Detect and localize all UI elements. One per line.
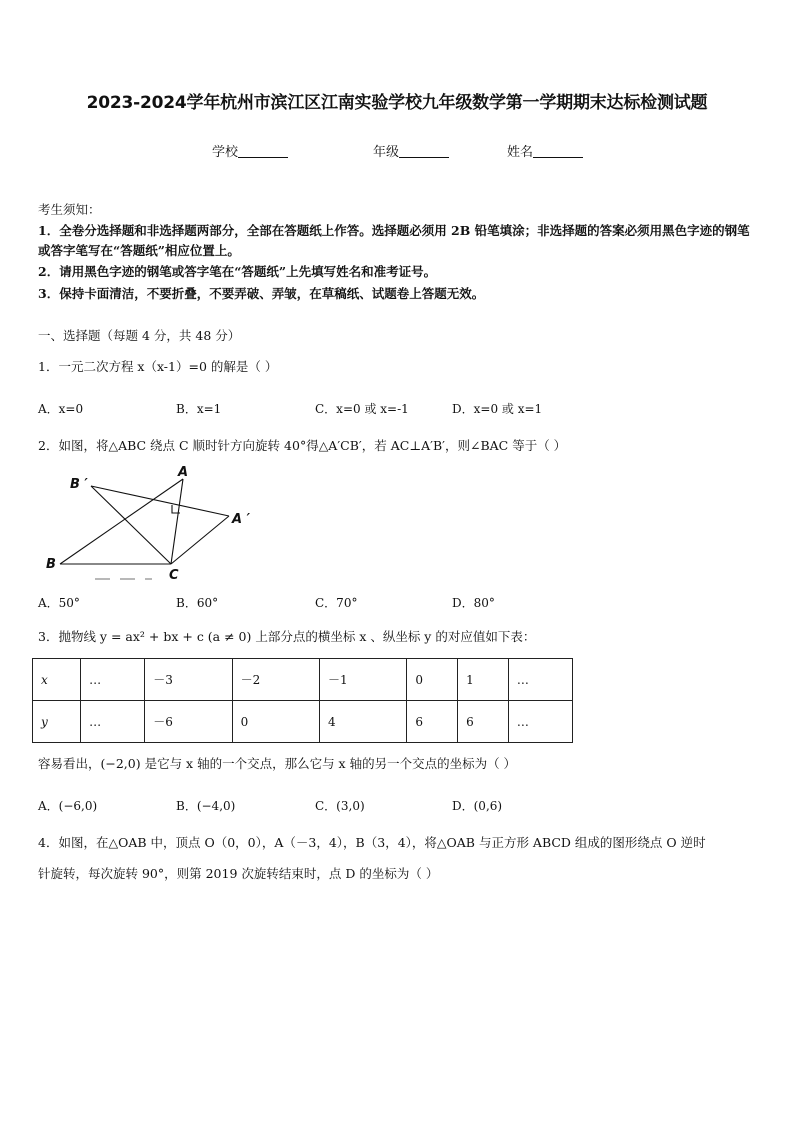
table-cell: … bbox=[81, 701, 145, 743]
page-title: 2023-2024学年杭州市滨江区江南实验学校九年级数学第一学期期末达标检测试题 bbox=[86, 93, 708, 113]
name-field bbox=[507, 141, 583, 160]
notice-item-1: 1．全卷分选择题和非选择题两部分，全部在答题纸上作答。选择题必须用 2B 铅笔填涂；非选择题的答案必须用黑色字迹的钢笔或答字笔写在“答题纸”相应位置上。 bbox=[38, 223, 750, 258]
segment-C-Ap bbox=[171, 516, 229, 564]
label-B-prime: B ′ bbox=[70, 477, 88, 492]
name-label: 姓名 bbox=[507, 145, 534, 160]
table-cell: y bbox=[33, 701, 81, 743]
section-heading: 一、选择题（每题 4 分，共 48 分） bbox=[38, 328, 241, 343]
segment-Bp-C bbox=[91, 486, 171, 564]
table-cell: 0 bbox=[232, 701, 319, 743]
label-A: A bbox=[178, 465, 189, 480]
q2-stem: 2．如图，将△ABC 绕点 C 顺时针方向旋转 40°得△A′CB′，若 AC⊥A′B′，则∠BAC 等于（ ） bbox=[38, 438, 567, 453]
q3-option-c: C．(3,0) bbox=[315, 799, 365, 813]
grade-field bbox=[373, 141, 449, 160]
q1-stem: 1．一元二次方程 x（x-1）=0 的解是（ ） bbox=[38, 359, 278, 374]
name-blank bbox=[533, 145, 583, 158]
label-C: C bbox=[169, 568, 179, 583]
school-label: 学校 bbox=[212, 145, 239, 160]
q1-option-b: B．x=1 bbox=[176, 402, 222, 416]
table-cell: 0 bbox=[407, 659, 458, 701]
q4-stem-line1: 4．如图，在△OAB 中，顶点 O（0，0），A（－3，4），B（3，4），将△OAB 与正方形 ABCD 组成的图形绕点 O 逆时 bbox=[38, 835, 706, 850]
table-cell: 1 bbox=[458, 659, 509, 701]
table-cell: －6 bbox=[145, 701, 232, 743]
label-A-prime: A ′ bbox=[232, 512, 251, 527]
q4-stem-line2: 针旋转，每次旋转 90°，则第 2019 次旋转结束时，点 D 的坐标为（ ） bbox=[38, 866, 439, 881]
school-field bbox=[212, 141, 288, 160]
table-cell: … bbox=[508, 659, 572, 701]
q3-option-a: A．(−6,0) bbox=[38, 799, 98, 813]
table-cell: －3 bbox=[145, 659, 232, 701]
q2-option-d: D．80° bbox=[452, 596, 495, 610]
q2-option-b: B．60° bbox=[176, 596, 219, 610]
notice-item-2: 2．请用黑色字迹的钢笔或答字笔在“答题纸”上先填写姓名和准考证号。 bbox=[38, 264, 437, 279]
table-row-x bbox=[33, 659, 573, 701]
school-blank bbox=[238, 145, 288, 158]
table-cell: x bbox=[33, 659, 81, 701]
notice-heading: 考生须知： bbox=[38, 202, 101, 217]
q3-stem: 3．抛物线 y = ax² + bx + c (a ≠ 0) 上部分点的横坐标 x 、纵坐标 y 的对应值如下表： bbox=[38, 629, 536, 644]
table-row-y bbox=[33, 701, 573, 743]
label-B: B bbox=[46, 557, 56, 572]
q1-option-d: D．x=0 或 x=1 bbox=[452, 402, 543, 416]
table-cell: … bbox=[81, 659, 145, 701]
q3-value-table bbox=[32, 658, 573, 743]
grade-blank bbox=[399, 145, 449, 158]
q3-option-b: B．(−4,0) bbox=[176, 799, 236, 813]
table-cell: －1 bbox=[319, 659, 406, 701]
q3-followup: 容易看出，(−2,0) 是它与 x 轴的一个交点，那么它与 x 轴的另一个交点的坐标为（ ） bbox=[38, 756, 517, 771]
table-cell: 6 bbox=[458, 701, 509, 743]
q2-option-c: C．70° bbox=[315, 596, 358, 610]
q2-figure bbox=[40, 462, 260, 587]
table-cell: … bbox=[508, 701, 572, 743]
table-cell: －2 bbox=[232, 659, 319, 701]
table-cell: 4 bbox=[319, 701, 406, 743]
q1-option-a: A．x=0 bbox=[38, 402, 84, 416]
q2-option-a: A．50° bbox=[38, 596, 80, 610]
notice-item-3: 3．保持卡面清洁，不要折叠，不要弄破、弄皱，在草稿纸、试题卷上答题无效。 bbox=[38, 286, 485, 301]
table-cell: 6 bbox=[407, 701, 458, 743]
segment-A-C bbox=[171, 479, 183, 564]
segment-Bp-Ap bbox=[91, 486, 229, 516]
grade-label: 年级 bbox=[373, 145, 400, 160]
q3-option-d: D．(0,6) bbox=[452, 799, 503, 813]
q1-option-c: C．x=0 或 x=-1 bbox=[315, 402, 409, 416]
